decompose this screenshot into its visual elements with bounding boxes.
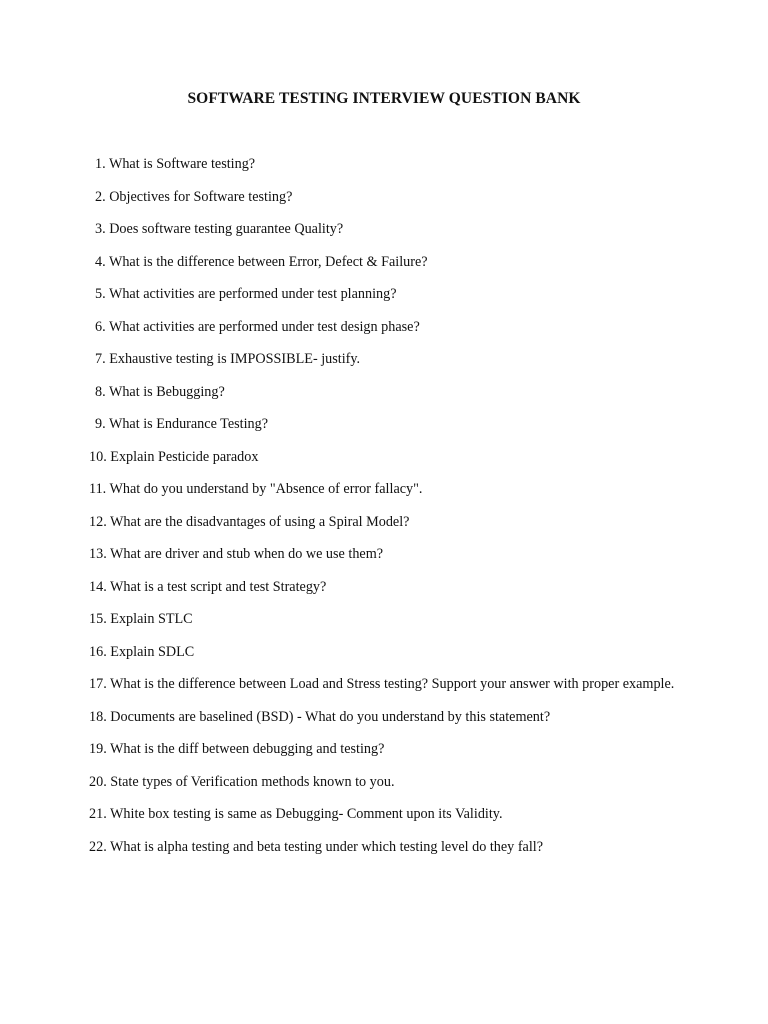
- question-list: [89, 155, 689, 870]
- list-item: [89, 708, 689, 728]
- question-text: Explain SDLC: [110, 643, 195, 660]
- question-number: 20.: [89, 773, 107, 790]
- question-number: 9.: [95, 416, 106, 432]
- question-text: White box testing is same as Debugging- Comment upon its Validity.: [110, 806, 503, 822]
- list-item: [89, 643, 689, 663]
- list-item: [89, 740, 689, 760]
- list-item: [89, 253, 689, 273]
- question-number: 15.: [89, 611, 107, 627]
- question-number: 7.: [95, 351, 106, 367]
- question-text: What is Bebugging?: [108, 383, 225, 400]
- question-text: What is the difference between Error, Defect & Failure?: [108, 253, 428, 270]
- question-text: Objectives for Software testing?: [109, 188, 293, 205]
- list-item: [89, 155, 689, 175]
- question-text: What is a test script and test Strategy?: [110, 578, 327, 595]
- list-item: [89, 838, 689, 858]
- list-item: [89, 415, 689, 435]
- question-number: 18.: [89, 708, 107, 725]
- question-number: 16.: [89, 643, 107, 660]
- question-number: 22.: [89, 838, 107, 855]
- list-item: [89, 773, 689, 793]
- question-text: Exhaustive testing is IMPOSSIBLE- justify.: [109, 351, 361, 367]
- list-item: [89, 480, 689, 500]
- list-item: [89, 383, 689, 403]
- question-text: What are driver and stub when do we use them?: [110, 546, 384, 562]
- list-item: [89, 285, 689, 305]
- list-item: [89, 188, 689, 208]
- page-title: SOFTWARE TESTING INTERVIEW QUESTION BANK: [187, 90, 581, 107]
- question-number: 1.: [95, 156, 106, 172]
- question-number: 11.: [89, 481, 107, 497]
- question-number: 6.: [95, 318, 106, 335]
- question-text: Explain STLC: [110, 611, 193, 627]
- question-number: 8.: [95, 383, 106, 400]
- list-item: [89, 350, 689, 370]
- question-text: What is alpha testing and beta testing under which testing level do they fall?: [110, 838, 544, 855]
- question-text: What is the diff between debugging and testing?: [110, 741, 385, 757]
- question-text: What is Software testing?: [108, 156, 256, 172]
- list-item: [89, 318, 689, 338]
- question-number: 21.: [89, 806, 107, 822]
- question-number: 2.: [95, 188, 106, 205]
- question-text: Does software testing guarantee Quality?: [109, 221, 344, 237]
- question-text: What are the disadvantages of using a Spiral Model?: [110, 513, 410, 530]
- list-item: [89, 675, 689, 695]
- question-text: State types of Verification methods known to you.: [110, 773, 395, 790]
- list-item: [89, 578, 689, 598]
- question-number: 13.: [89, 546, 107, 562]
- question-number: 3.: [95, 221, 106, 237]
- question-number: 19.: [89, 741, 107, 757]
- question-text: What do you understand by "Absence of error fallacy".: [109, 481, 423, 497]
- question-number: 17.: [89, 676, 107, 692]
- list-item: [89, 545, 689, 565]
- question-text: What is the difference between Load and Stress testing? Support your answer with proper example.: [110, 676, 675, 692]
- list-item: [89, 220, 689, 240]
- question-number: 10.: [89, 448, 107, 465]
- question-text: What is Endurance Testing?: [108, 416, 269, 432]
- list-item: [89, 610, 689, 630]
- question-text: What activities are performed under test design phase?: [108, 318, 420, 335]
- question-text: What activities are performed under test planning?: [108, 286, 397, 302]
- list-item: [89, 513, 689, 533]
- question-number: 4.: [95, 253, 106, 270]
- question-number: 12.: [89, 513, 107, 530]
- list-item: [89, 448, 689, 468]
- list-item: [89, 805, 689, 825]
- question-text: Documents are baselined (BSD) - What do you understand by this statement?: [110, 708, 551, 725]
- question-text: Explain Pesticide paradox: [110, 448, 259, 465]
- question-number: 14.: [89, 578, 107, 595]
- question-number: 5.: [95, 286, 106, 302]
